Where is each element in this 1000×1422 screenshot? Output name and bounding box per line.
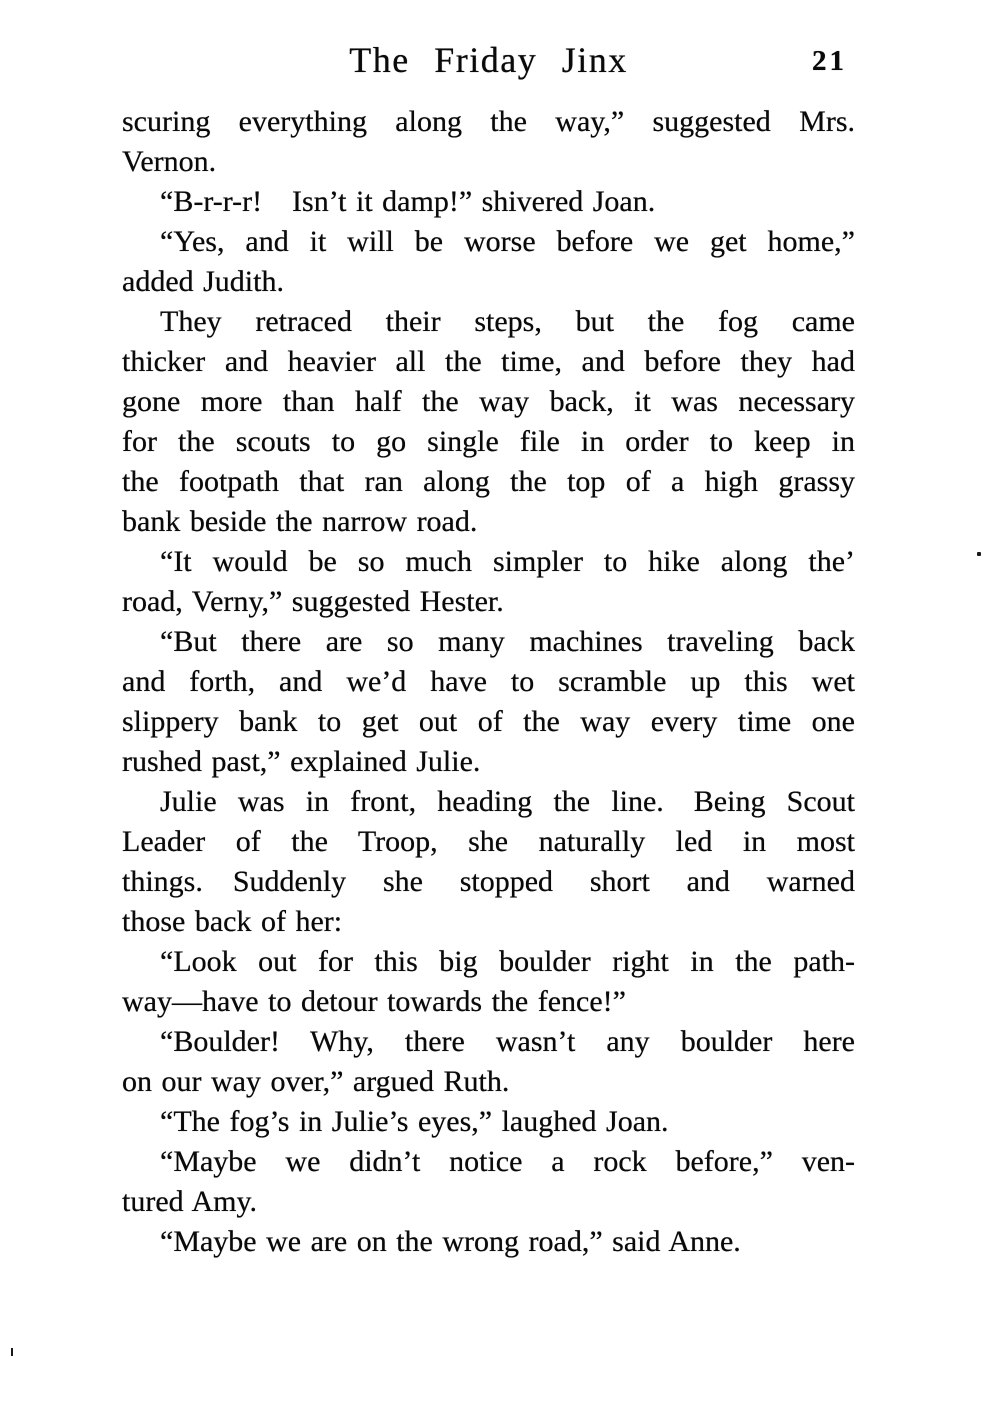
text-line: Leader of the Troop, she naturally led in most [122, 825, 855, 858]
text-line: added Judith. [122, 265, 284, 298]
text-line: the footpath that ran along the top of a high grassy [122, 465, 855, 498]
text-line: road, Verny,” suggested Hester. [122, 585, 504, 618]
text-line: “Maybe we didn’t notice a rock before,” ven- [160, 1145, 855, 1178]
text-line: They retraced their steps, but the fog came [160, 305, 855, 338]
scan-speck [977, 552, 981, 556]
text-line: for the scouts to go single file in order to keep in [122, 425, 855, 458]
scan-speck [11, 1348, 13, 1356]
text-line: thicker and heavier all the time, and before they had [122, 345, 855, 378]
text-line: Vernon. [122, 145, 217, 178]
text-line: way—have to detour towards the fence!” [122, 985, 626, 1018]
text-line: “Look out for this big boulder right in the path- [160, 945, 855, 978]
text-line: and forth, and we’d have to scramble up this wet [122, 665, 855, 698]
text-line: those back of her: [122, 905, 343, 938]
text-line: “But there are so many machines traveling back [160, 625, 855, 658]
text-line: “B-r-r-r! Isn’t it damp!” shivered Joan. [160, 185, 656, 218]
page-number: 21 [812, 45, 847, 77]
text-line: slippery bank to get out of the way every time one [122, 705, 855, 738]
text-line: scuring everything along the way,” suggested Mrs. [122, 105, 855, 138]
text-line: “It would be so much simpler to hike along the’ [160, 545, 855, 578]
text-line: bank beside the narrow road. [122, 505, 478, 538]
text-line: on our way over,” argued Ruth. [122, 1065, 510, 1098]
page-title: The Friday Jinx [349, 40, 628, 80]
text-line: “Yes, and it will be worse before we get home,” [160, 225, 855, 258]
text-line: “Boulder! Why, there wasn’t any boulder here [160, 1025, 855, 1058]
text-line: tured Amy. [122, 1185, 258, 1218]
text-line: “Maybe we are on the wrong road,” said Anne. [160, 1225, 741, 1258]
text-line: Julie was in front, heading the line. Being Scout [160, 785, 855, 818]
text-column [122, 102, 855, 1262]
running-header [122, 36, 855, 86]
text-line: things. Suddenly she stopped short and warned [122, 865, 855, 898]
text-line: gone more than half the way back, it was necessary [122, 385, 855, 418]
text-line: “The fog’s in Julie’s eyes,” laughed Joan. [160, 1105, 669, 1138]
text-line: rushed past,” explained Julie. [122, 745, 481, 778]
